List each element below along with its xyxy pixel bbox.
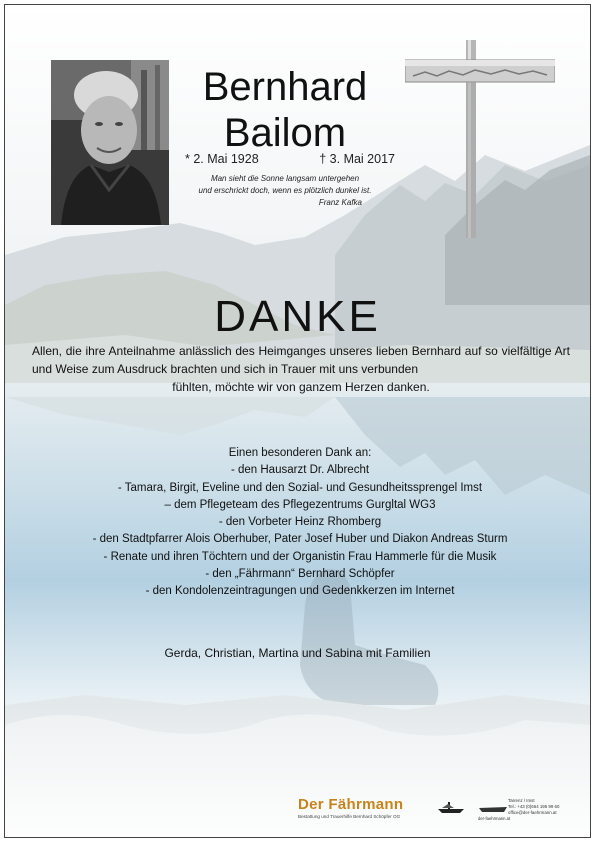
death-date: † 3. Mai 2017 — [319, 152, 395, 166]
quote-author: Franz Kafka — [318, 198, 362, 207]
portrait-photo — [51, 60, 169, 225]
family-signature: Gerda, Christian, Martina und Sabina mit Familien — [164, 646, 431, 660]
list-item: - Renate und ihren Töchtern und der Organistin Frau Hammerle für die Musik — [103, 550, 497, 563]
list-item: - den Kondolenzeintragungen und Gedenkkerzen im Internet — [145, 585, 455, 598]
quote-line-2: und erschrickt doch, wenn es plötzlich dunkel ist. — [198, 186, 372, 195]
list-item: - Tamara, Birgit, Eveline und den Sozial- und Gesundheitssprengel Imst — [117, 481, 483, 494]
quote-line-1: Man sieht die Sonne langsam untergehen — [210, 174, 360, 183]
memorial-quote — [160, 173, 410, 209]
heading-danke: DANKE — [214, 292, 381, 341]
website-link[interactable]: der-faehrmann.at — [478, 816, 511, 821]
contact-phone: Tel.: +43 (0)664 195 99 60 — [508, 804, 560, 809]
contact-email: office@der-faehrmann.at — [508, 810, 557, 815]
first-name: Bernhard — [202, 65, 368, 109]
wooden-cross-icon — [405, 40, 555, 238]
life-dates — [185, 152, 395, 166]
birth-date: * 2. Mai 1928 — [185, 152, 259, 166]
brand-tagline: Bestattung und Trauerhilfe Bernhard Schöpfer OG — [298, 814, 401, 819]
funeral-home-logo — [298, 796, 433, 819]
list-item: - den Stadtpfarrer Alois Oberhuber, Pater Josef Huber und Diakon Andreas Sturm — [92, 533, 508, 546]
brand-name: Der Fährmann — [298, 796, 404, 813]
intro-text: Allen, die ihre Anteilnahme anlässlich des Heimganges unseres lieben Bernhard auf so vielfältige Art und Weise zum Ausdruck brachten und sich in Trauer mit uns verbunden — [32, 344, 570, 376]
list-item: - den „Fährmann“ Bernhard Schöpfer — [205, 568, 395, 581]
boat-logo-icon — [436, 800, 466, 814]
last-name: Bailom — [223, 111, 347, 155]
intro-text-last: fühlten, möchte wir von ganzem Herzen danken. — [172, 380, 430, 394]
thanks-title: Einen besonderen Dank an: — [228, 447, 372, 459]
list-item: - den Hausarzt Dr. Albrecht — [230, 464, 370, 477]
boat-logo-icon — [478, 802, 508, 814]
deceased-name — [170, 64, 400, 156]
contact-location: Tarrenz / Imst — [508, 798, 535, 803]
list-item: – dem Pflegeteam des Pflegezentrums Gurgltal WG3 — [164, 498, 436, 511]
list-item: - den Vorbeter Heinz Rhomberg — [218, 516, 382, 529]
contact-info — [508, 798, 568, 816]
thanks-list — [40, 445, 560, 601]
